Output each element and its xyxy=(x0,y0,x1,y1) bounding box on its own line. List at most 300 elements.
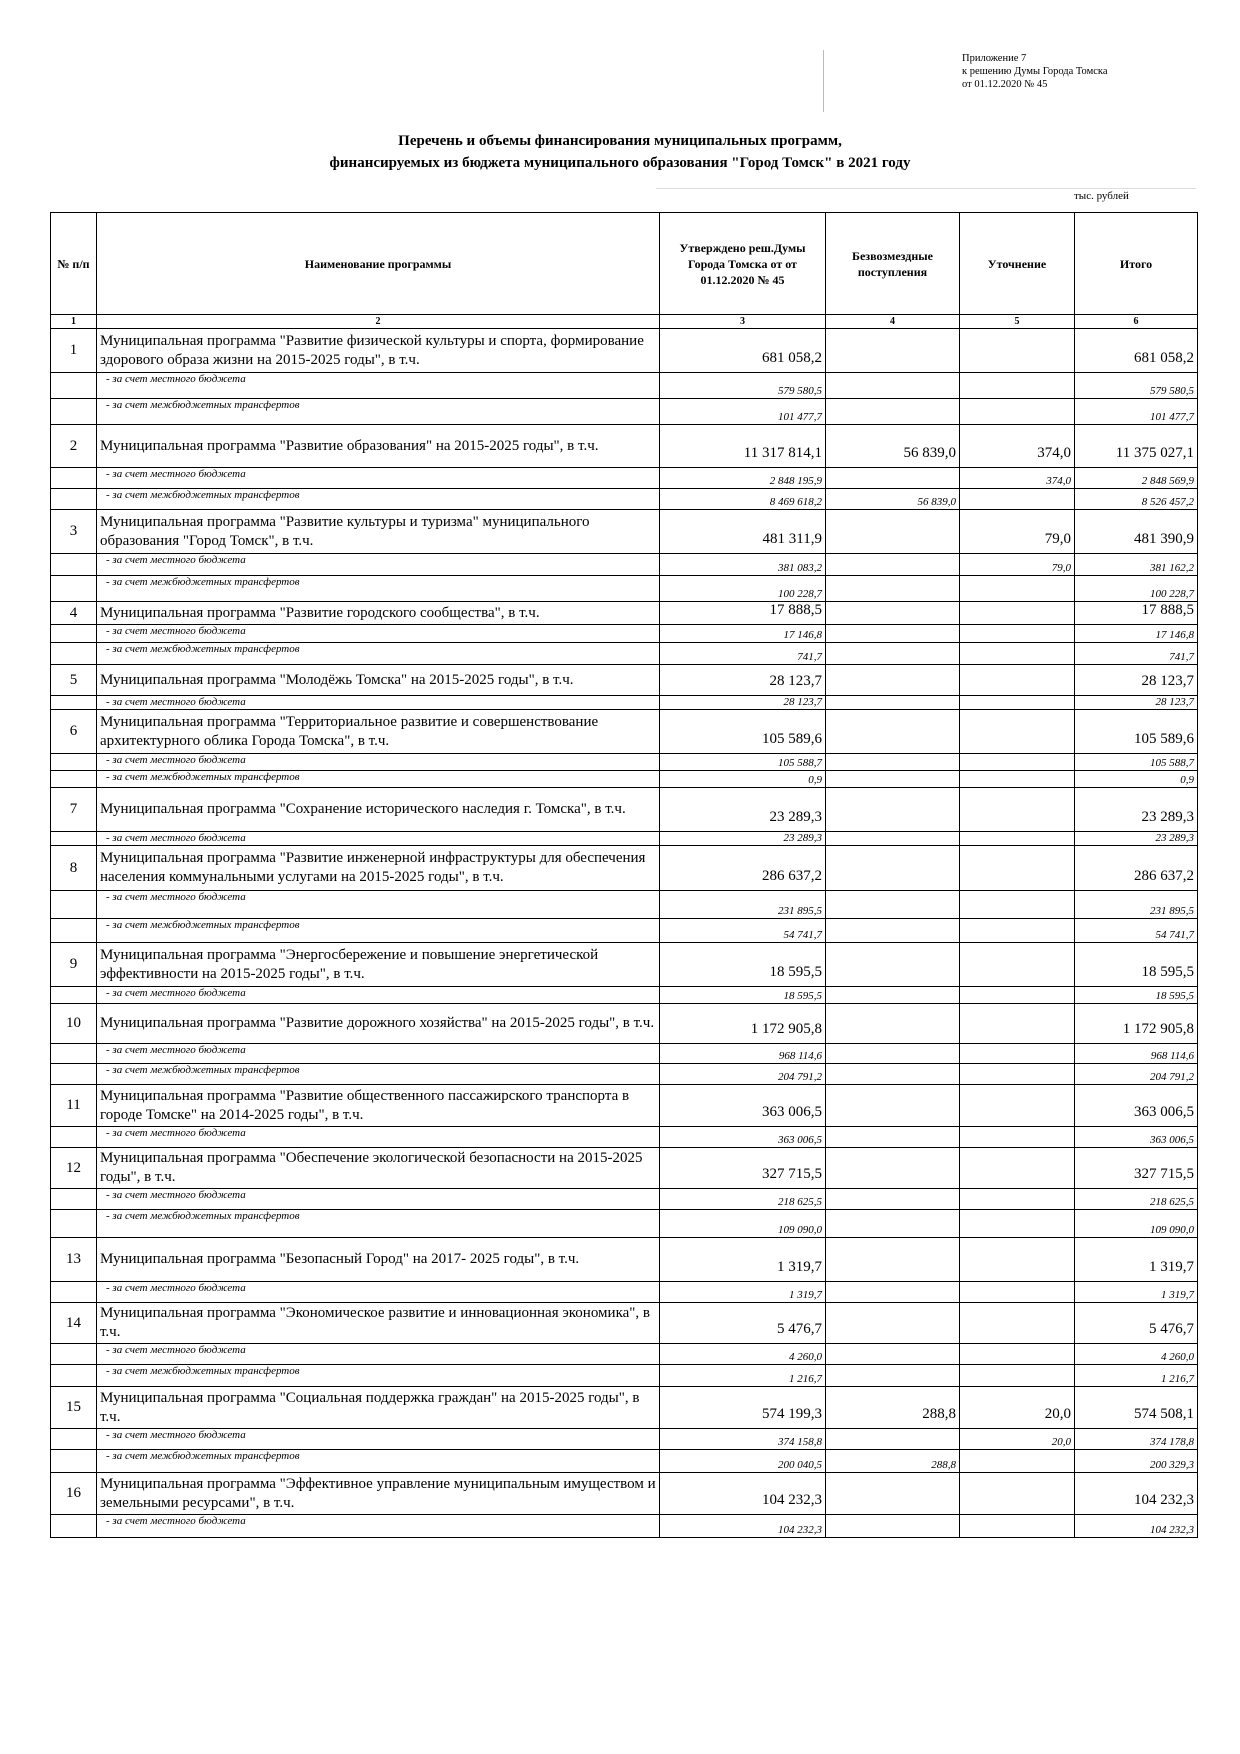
program-name: Муниципальная программа "Обеспечение экологической безопасности на 2015-2025 годы", в т.ч. xyxy=(97,1148,660,1189)
approved-amount: 481 311,9 xyxy=(660,510,826,554)
total-amount: 231 895,5 xyxy=(1075,891,1198,919)
clarify-amount xyxy=(960,399,1075,425)
row-number: 15 xyxy=(51,1387,97,1429)
funding-source-row xyxy=(51,771,1198,788)
approved-amount: 100 228,7 xyxy=(660,576,826,602)
clarify-amount xyxy=(960,1344,1075,1365)
row-number: 11 xyxy=(51,1085,97,1127)
approved-amount: 579 580,5 xyxy=(660,373,826,399)
approved-amount: 363 006,5 xyxy=(660,1085,826,1127)
clarify-amount xyxy=(960,1473,1075,1515)
clarify-amount xyxy=(960,1004,1075,1044)
total-amount: 1 216,7 xyxy=(1075,1365,1198,1387)
funding-source-row xyxy=(51,643,1198,665)
program-name: Муниципальная программа "Экономическое развитие и инновационная экономика", в т.ч. xyxy=(97,1303,660,1344)
funding-source-row xyxy=(51,1044,1198,1064)
clarify-amount xyxy=(960,846,1075,891)
program-name: Муниципальная программа "Развитие физической культуры и спорта, формирование здорового образа жизни на 2015-2025 годы", в т.ч. xyxy=(97,329,660,373)
approved-amount: 741,7 xyxy=(660,643,826,665)
program-name: - за счет местного бюджета xyxy=(97,1429,660,1450)
approved-amount: 11 317 814,1 xyxy=(660,425,826,468)
program-row xyxy=(51,1473,1198,1515)
grants-amount: 288,8 xyxy=(826,1450,960,1473)
total-amount: 2 848 569,9 xyxy=(1075,468,1198,489)
clarify-amount xyxy=(960,788,1075,832)
approved-amount: 1 319,7 xyxy=(660,1282,826,1303)
approved-amount: 1 319,7 xyxy=(660,1238,826,1282)
grants-amount xyxy=(826,329,960,373)
program-name: - за счет местного бюджета xyxy=(97,1282,660,1303)
row-number xyxy=(51,1344,97,1365)
grants-amount xyxy=(826,919,960,943)
appendix-line-2: к решению Думы Города Томска xyxy=(962,66,1108,77)
program-name: Муниципальная программа "Молодёжь Томска" на 2015-2025 годы", в т.ч. xyxy=(97,665,660,696)
row-number xyxy=(51,576,97,602)
program-name: - за счет межбюджетных трансфертов xyxy=(97,1210,660,1238)
total-amount: 204 791,2 xyxy=(1075,1064,1198,1085)
approved-amount: 1 172 905,8 xyxy=(660,1004,826,1044)
clarify-amount: 20,0 xyxy=(960,1429,1075,1450)
row-number xyxy=(51,1044,97,1064)
approved-amount: 363 006,5 xyxy=(660,1127,826,1148)
row-number xyxy=(51,468,97,489)
program-name: - за счет межбюджетных трансфертов xyxy=(97,1365,660,1387)
program-name: - за счет межбюджетных трансфертов xyxy=(97,1450,660,1473)
program-row xyxy=(51,1238,1198,1282)
total-amount: 1 319,7 xyxy=(1075,1282,1198,1303)
program-name: - за счет местного бюджета xyxy=(97,373,660,399)
clarify-amount xyxy=(960,1515,1075,1538)
row-number: 1 xyxy=(51,329,97,373)
program-name: - за счет межбюджетных трансфертов xyxy=(97,399,660,425)
grants-amount: 56 839,0 xyxy=(826,425,960,468)
clarify-amount xyxy=(960,1064,1075,1085)
approved-amount: 1 216,7 xyxy=(660,1365,826,1387)
grants-amount xyxy=(826,1085,960,1127)
total-amount: 218 625,5 xyxy=(1075,1189,1198,1210)
approved-amount: 105 589,6 xyxy=(660,710,826,754)
row-number xyxy=(51,919,97,943)
grants-amount xyxy=(826,1303,960,1344)
approved-amount: 374 158,8 xyxy=(660,1429,826,1450)
total-amount: 104 232,3 xyxy=(1075,1515,1198,1538)
col-number: 2 xyxy=(97,315,660,329)
col-number: 4 xyxy=(826,315,960,329)
approved-amount: 8 469 618,2 xyxy=(660,489,826,510)
program-name: Муниципальная программа "Сохранение исторического наследия г. Томска", в т.ч. xyxy=(97,788,660,832)
grants-amount xyxy=(826,399,960,425)
clarify-amount xyxy=(960,1303,1075,1344)
clarify-amount xyxy=(960,1450,1075,1473)
total-amount: 0,9 xyxy=(1075,771,1198,788)
row-number xyxy=(51,1450,97,1473)
grants-amount xyxy=(826,602,960,625)
funding-source-row xyxy=(51,468,1198,489)
funding-source-row xyxy=(51,1189,1198,1210)
clarify-amount xyxy=(960,832,1075,846)
grants-amount xyxy=(826,1238,960,1282)
program-row xyxy=(51,665,1198,696)
funding-source-row xyxy=(51,625,1198,643)
total-amount: 23 289,3 xyxy=(1075,788,1198,832)
total-amount: 28 123,7 xyxy=(1075,665,1198,696)
clarify-amount xyxy=(960,754,1075,771)
clarify-amount xyxy=(960,1189,1075,1210)
row-number xyxy=(51,1064,97,1085)
clarify-amount xyxy=(960,696,1075,710)
funding-source-row xyxy=(51,1064,1198,1085)
clarify-amount xyxy=(960,643,1075,665)
row-number xyxy=(51,987,97,1004)
total-amount: 200 329,3 xyxy=(1075,1450,1198,1473)
row-number xyxy=(51,1210,97,1238)
header-grants: Безвозмездные поступления xyxy=(826,213,960,315)
units-label: тыс. рублей xyxy=(1074,190,1129,202)
row-number xyxy=(51,1515,97,1538)
header-divider xyxy=(823,50,824,112)
approved-amount: 18 595,5 xyxy=(660,987,826,1004)
program-name: - за счет местного бюджета xyxy=(97,1127,660,1148)
approved-amount: 381 083,2 xyxy=(660,554,826,576)
funding-source-row xyxy=(51,373,1198,399)
row-number: 2 xyxy=(51,425,97,468)
header-approved: Утверждено реш.Думы Города Томска от от 01.12.2020 № 45 xyxy=(660,213,826,315)
row-number xyxy=(51,489,97,510)
program-row xyxy=(51,1387,1198,1429)
total-amount: 109 090,0 xyxy=(1075,1210,1198,1238)
grants-amount xyxy=(826,1344,960,1365)
clarify-amount xyxy=(960,771,1075,788)
program-row xyxy=(51,602,1198,625)
row-number xyxy=(51,891,97,919)
row-number xyxy=(51,625,97,643)
grants-amount xyxy=(826,554,960,576)
program-name: - за счет межбюджетных трансфертов xyxy=(97,1064,660,1085)
grants-amount xyxy=(826,1365,960,1387)
grants-amount: 288,8 xyxy=(826,1387,960,1429)
row-number xyxy=(51,643,97,665)
program-name: Муниципальная программа "Развитие дорожного хозяйства" на 2015-2025 годы", в т.ч. xyxy=(97,1004,660,1044)
approved-amount: 101 477,7 xyxy=(660,399,826,425)
funding-source-row xyxy=(51,1515,1198,1538)
table-header-row xyxy=(51,213,1198,315)
total-amount: 381 162,2 xyxy=(1075,554,1198,576)
total-amount: 681 058,2 xyxy=(1075,329,1198,373)
program-row xyxy=(51,425,1198,468)
program-name: Муниципальная программа "Эффективное управление муниципальным имуществом и земельными ресурсами", в т.ч. xyxy=(97,1473,660,1515)
program-row xyxy=(51,1303,1198,1344)
clarify-amount xyxy=(960,1238,1075,1282)
header-clarify: Уточнение xyxy=(960,213,1075,315)
program-name: Муниципальная программа "Энергосбережение и повышение энергетической эффективности на 2015-2025 годы", в т.ч. xyxy=(97,943,660,987)
program-row xyxy=(51,846,1198,891)
clarify-amount: 374,0 xyxy=(960,468,1075,489)
appendix-line-1: Приложение 7 xyxy=(962,53,1027,64)
approved-amount: 968 114,6 xyxy=(660,1044,826,1064)
total-amount: 574 508,1 xyxy=(1075,1387,1198,1429)
total-amount: 28 123,7 xyxy=(1075,696,1198,710)
program-row xyxy=(51,710,1198,754)
grants-amount xyxy=(826,1210,960,1238)
funding-source-row xyxy=(51,1282,1198,1303)
grants-amount xyxy=(826,943,960,987)
row-number: 6 xyxy=(51,710,97,754)
grants-amount xyxy=(826,1127,960,1148)
row-number xyxy=(51,832,97,846)
funding-source-row xyxy=(51,1344,1198,1365)
program-name: - за счет местного бюджета xyxy=(97,1189,660,1210)
grants-amount xyxy=(826,576,960,602)
table-body xyxy=(51,329,1198,1538)
clarify-amount xyxy=(960,1044,1075,1064)
funding-source-row xyxy=(51,1365,1198,1387)
title-line-1: Перечень и объемы финансирования муниципальных программ, xyxy=(398,133,842,149)
approved-amount: 204 791,2 xyxy=(660,1064,826,1085)
grants-amount: 56 839,0 xyxy=(826,489,960,510)
grants-amount xyxy=(826,832,960,846)
funding-source-row xyxy=(51,554,1198,576)
approved-amount: 2 848 195,9 xyxy=(660,468,826,489)
clarify-amount xyxy=(960,1148,1075,1189)
program-name: - за счет местного бюджета xyxy=(97,696,660,710)
header-name: Наименование программы xyxy=(97,213,660,315)
approved-amount: 28 123,7 xyxy=(660,696,826,710)
clarify-amount xyxy=(960,1210,1075,1238)
header-no: № п/п xyxy=(51,213,97,315)
clarify-amount xyxy=(960,576,1075,602)
funding-source-row xyxy=(51,754,1198,771)
total-amount: 8 526 457,2 xyxy=(1075,489,1198,510)
funding-source-row xyxy=(51,399,1198,425)
total-amount: 363 006,5 xyxy=(1075,1085,1198,1127)
total-amount: 100 228,7 xyxy=(1075,576,1198,602)
row-number xyxy=(51,1127,97,1148)
approved-amount: 286 637,2 xyxy=(660,846,826,891)
grants-amount xyxy=(826,696,960,710)
clarify-amount xyxy=(960,1127,1075,1148)
program-name: - за счет межбюджетных трансфертов xyxy=(97,771,660,788)
grants-amount xyxy=(826,771,960,788)
title-line-2: финансируемых из бюджета муниципального образования "Город Томск" в 2021 году xyxy=(329,155,911,171)
row-number xyxy=(51,399,97,425)
grants-amount xyxy=(826,788,960,832)
grants-amount xyxy=(826,643,960,665)
approved-amount: 4 260,0 xyxy=(660,1344,826,1365)
approved-amount: 574 199,3 xyxy=(660,1387,826,1429)
grants-amount xyxy=(826,710,960,754)
funding-source-row xyxy=(51,576,1198,602)
col-number: 1 xyxy=(51,315,97,329)
col-number: 6 xyxy=(1075,315,1198,329)
program-row xyxy=(51,1085,1198,1127)
col-number: 5 xyxy=(960,315,1075,329)
total-amount: 23 289,3 xyxy=(1075,832,1198,846)
grants-amount xyxy=(826,1473,960,1515)
funding-source-row xyxy=(51,696,1198,710)
program-name: - за счет местного бюджета xyxy=(97,468,660,489)
grants-amount xyxy=(826,1189,960,1210)
funding-source-row xyxy=(51,1210,1198,1238)
funding-source-row xyxy=(51,1450,1198,1473)
program-row xyxy=(51,329,1198,373)
grants-amount xyxy=(826,846,960,891)
total-amount: 17 888,5 xyxy=(1075,602,1198,625)
total-amount: 374 178,8 xyxy=(1075,1429,1198,1450)
program-name: - за счет местного бюджета xyxy=(97,754,660,771)
total-amount: 18 595,5 xyxy=(1075,943,1198,987)
appendix-line-3: от 01.12.2020 № 45 xyxy=(962,79,1048,90)
row-number: 10 xyxy=(51,1004,97,1044)
total-amount: 5 476,7 xyxy=(1075,1303,1198,1344)
grants-amount xyxy=(826,1282,960,1303)
row-number xyxy=(51,696,97,710)
program-name: Муниципальная программа "Развитие общественного пассажирского транспорта в городе Томске" на 2014-2025 годы", в т.ч. xyxy=(97,1085,660,1127)
approved-amount: 681 058,2 xyxy=(660,329,826,373)
funding-source-row xyxy=(51,891,1198,919)
program-name: - за счет межбюджетных трансфертов xyxy=(97,643,660,665)
funding-source-row xyxy=(51,987,1198,1004)
approved-amount: 218 625,5 xyxy=(660,1189,826,1210)
row-number: 3 xyxy=(51,510,97,554)
row-number: 14 xyxy=(51,1303,97,1344)
total-amount: 968 114,6 xyxy=(1075,1044,1198,1064)
grants-amount xyxy=(826,1004,960,1044)
funding-source-row xyxy=(51,1127,1198,1148)
program-name: - за счет местного бюджета xyxy=(97,832,660,846)
program-name: - за счет местного бюджета xyxy=(97,891,660,919)
total-amount: 579 580,5 xyxy=(1075,373,1198,399)
program-name: - за счет местного бюджета xyxy=(97,987,660,1004)
approved-amount: 23 289,3 xyxy=(660,832,826,846)
program-name: Муниципальная программа "Развитие образования" на 2015-2025 годы", в т.ч. xyxy=(97,425,660,468)
col-number: 3 xyxy=(660,315,826,329)
clarify-amount xyxy=(960,489,1075,510)
program-name: - за счет местного бюджета xyxy=(97,1044,660,1064)
grants-amount xyxy=(826,1429,960,1450)
funding-source-row xyxy=(51,832,1198,846)
grants-amount xyxy=(826,625,960,643)
row-number xyxy=(51,1189,97,1210)
program-name: Муниципальная программа "Развитие городского сообщества", в т.ч. xyxy=(97,602,660,625)
row-number: 7 xyxy=(51,788,97,832)
appendix-note xyxy=(962,52,1108,91)
grants-amount xyxy=(826,1044,960,1064)
program-name: - за счет межбюджетных трансфертов xyxy=(97,489,660,510)
programs-table xyxy=(50,212,1198,1538)
program-name: - за счет местного бюджета xyxy=(97,1344,660,1365)
funding-source-row xyxy=(51,1429,1198,1450)
clarify-amount: 79,0 xyxy=(960,510,1075,554)
row-number xyxy=(51,1365,97,1387)
approved-amount: 28 123,7 xyxy=(660,665,826,696)
row-number xyxy=(51,771,97,788)
row-number: 5 xyxy=(51,665,97,696)
row-number: 12 xyxy=(51,1148,97,1189)
funding-source-row xyxy=(51,919,1198,943)
approved-amount: 200 040,5 xyxy=(660,1450,826,1473)
row-number xyxy=(51,754,97,771)
total-amount: 363 006,5 xyxy=(1075,1127,1198,1148)
clarify-amount xyxy=(960,891,1075,919)
clarify-amount xyxy=(960,373,1075,399)
approved-amount: 104 232,3 xyxy=(660,1515,826,1538)
total-amount: 105 588,7 xyxy=(1075,754,1198,771)
total-amount: 4 260,0 xyxy=(1075,1344,1198,1365)
grants-amount xyxy=(826,373,960,399)
row-number: 9 xyxy=(51,943,97,987)
row-number xyxy=(51,1429,97,1450)
grants-amount xyxy=(826,665,960,696)
program-name: - за счет местного бюджета xyxy=(97,1515,660,1538)
total-amount: 1 172 905,8 xyxy=(1075,1004,1198,1044)
program-row xyxy=(51,1004,1198,1044)
program-row xyxy=(51,1148,1198,1189)
clarify-amount xyxy=(960,665,1075,696)
row-number xyxy=(51,373,97,399)
row-number xyxy=(51,554,97,576)
clarify-amount xyxy=(960,1085,1075,1127)
row-number: 13 xyxy=(51,1238,97,1282)
row-number: 4 xyxy=(51,602,97,625)
clarify-amount: 374,0 xyxy=(960,425,1075,468)
approved-amount: 327 715,5 xyxy=(660,1148,826,1189)
grants-amount xyxy=(826,754,960,771)
approved-amount: 0,9 xyxy=(660,771,826,788)
program-name: Муниципальная программа "Развитие культуры и туризма" муниципального образования "Город Томск", в т.ч. xyxy=(97,510,660,554)
total-amount: 105 589,6 xyxy=(1075,710,1198,754)
approved-amount: 23 289,3 xyxy=(660,788,826,832)
grants-amount xyxy=(826,1064,960,1085)
total-amount: 327 715,5 xyxy=(1075,1148,1198,1189)
total-amount: 286 637,2 xyxy=(1075,846,1198,891)
clarify-amount xyxy=(960,1365,1075,1387)
approved-amount: 17 888,5 xyxy=(660,602,826,625)
total-amount: 104 232,3 xyxy=(1075,1473,1198,1515)
clarify-amount xyxy=(960,625,1075,643)
program-row xyxy=(51,788,1198,832)
total-amount: 101 477,7 xyxy=(1075,399,1198,425)
approved-amount: 105 588,7 xyxy=(660,754,826,771)
approved-amount: 18 595,5 xyxy=(660,943,826,987)
grants-amount xyxy=(826,1148,960,1189)
title-rule xyxy=(656,188,1196,189)
approved-amount: 5 476,7 xyxy=(660,1303,826,1344)
grants-amount xyxy=(826,510,960,554)
clarify-amount xyxy=(960,943,1075,987)
total-amount: 18 595,5 xyxy=(1075,987,1198,1004)
program-name: - за счет межбюджетных трансфертов xyxy=(97,576,660,602)
approved-amount: 231 895,5 xyxy=(660,891,826,919)
program-name: - за счет местного бюджета xyxy=(97,554,660,576)
program-row xyxy=(51,510,1198,554)
row-number xyxy=(51,1282,97,1303)
clarify-amount xyxy=(960,329,1075,373)
total-amount: 741,7 xyxy=(1075,643,1198,665)
approved-amount: 109 090,0 xyxy=(660,1210,826,1238)
total-amount: 481 390,9 xyxy=(1075,510,1198,554)
clarify-amount xyxy=(960,919,1075,943)
program-name: Муниципальная программа "Территориальное развитие и совершенствование архитектурного облика Города Томска", в т.ч. xyxy=(97,710,660,754)
clarify-amount: 20,0 xyxy=(960,1387,1075,1429)
column-number-row xyxy=(51,315,1198,329)
grants-amount xyxy=(826,891,960,919)
program-name: - за счет местного бюджета xyxy=(97,625,660,643)
program-name: Муниципальная программа "Безопасный Город" на 2017- 2025 годы", в т.ч. xyxy=(97,1238,660,1282)
program-name: Муниципальная программа "Социальная поддержка граждан" на 2015-2025 годы", в т.ч. xyxy=(97,1387,660,1429)
clarify-amount xyxy=(960,987,1075,1004)
approved-amount: 104 232,3 xyxy=(660,1473,826,1515)
clarify-amount: 79,0 xyxy=(960,554,1075,576)
